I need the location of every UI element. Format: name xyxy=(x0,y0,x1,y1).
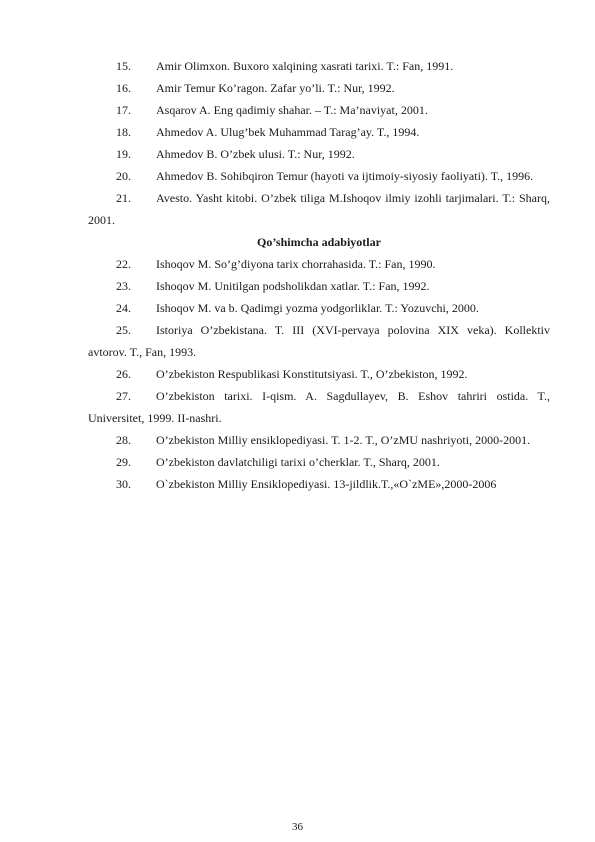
bibliography-entry xyxy=(88,473,550,495)
entry-number: 27. xyxy=(116,389,131,403)
entry-number: 19. xyxy=(116,147,131,161)
entry-number: 28. xyxy=(116,433,131,447)
bibliography-entry xyxy=(88,319,550,363)
entry-text: O’zbekiston tarixi. I-qism. A. Sagdullayev, B. Eshov tahriri ostida. T., Universitet, 1999. II-nashri. xyxy=(88,389,550,425)
bibliography-entry xyxy=(88,55,550,77)
entry-text: O’zbekiston Milliy ensiklopediyasi. T. 1-2. T., O’zMU nashriyoti, 2000-2001. xyxy=(156,433,531,447)
entry-text: Ishoqov M. Unitilgan podsholikdan xatlar. T.: Fan, 1992. xyxy=(156,279,430,293)
entry-text: O’zbekiston Respublikasi Konstitutsiyasi. T., O’zbekiston, 1992. xyxy=(156,367,468,381)
entry-number: 30. xyxy=(116,477,131,491)
entry-text: Ishoqov M. So’g’diyona tarix chorrahasida. T.: Fan, 1990. xyxy=(156,257,436,271)
bibliography-entry xyxy=(88,385,550,429)
bibliography-entry xyxy=(88,143,550,165)
entry-text: Istoriya O’zbekistana. T. III (XVI-pervaya polovina XIX veka). Kollektiv avtorov. T., Fan, 1993. xyxy=(88,323,550,359)
bibliography-entry xyxy=(88,99,550,121)
entry-number: 21. xyxy=(116,191,131,205)
additional-literature-list xyxy=(88,253,550,495)
entry-text: Ahmedov B. O’zbek ulusi. T.: Nur, 1992. xyxy=(156,147,355,161)
bibliography-entry xyxy=(88,297,550,319)
entry-number: 24. xyxy=(116,301,131,315)
entry-number: 18. xyxy=(116,125,131,139)
entry-text: Asqarov A. Eng qadimiy shahar. – T.: Ma’naviyat, 2001. xyxy=(156,103,428,117)
entry-number: 29. xyxy=(116,455,131,469)
bibliography-entry xyxy=(88,77,550,99)
entry-number: 26. xyxy=(116,367,131,381)
bibliography-content xyxy=(88,55,550,495)
entry-text: Amir Olimxon. Buxoro xalqining xasrati tarixi. T.: Fan, 1991. xyxy=(156,59,454,73)
bibliography-entry xyxy=(88,363,550,385)
entry-number: 16. xyxy=(116,81,131,95)
entry-text: Ahmedov A. Ulug’bek Muhammad Tarag’ay. T., 1994. xyxy=(156,125,420,139)
bibliography-entry xyxy=(88,275,550,297)
bibliography-entry xyxy=(88,187,550,231)
entry-text: O’zbekiston davlatchiligi tarixi o’cherklar. T., Sharq, 2001. xyxy=(156,455,440,469)
bibliography-entry xyxy=(88,165,550,187)
section-heading: Qo’shimcha adabiyotlar xyxy=(257,235,381,249)
page-number: 36 xyxy=(292,821,303,833)
main-literature-list xyxy=(88,55,550,231)
entry-text: Ahmedov B. Sohibqiron Temur (hayoti va ijtimoiy-siyosiy faoliyati). T., 1996. xyxy=(156,169,534,183)
entry-number: 15. xyxy=(116,59,131,73)
entry-number: 25. xyxy=(116,323,131,337)
bibliography-entry xyxy=(88,121,550,143)
bibliography-entry xyxy=(88,451,550,473)
entry-text: Avesto. Yasht kitobi. O’zbek tiliga M.Ishoqov ilmiy izohli tarjimalari. T.: Sharq, 2001. xyxy=(88,191,550,227)
bibliography-entry xyxy=(88,429,550,451)
entry-number: 17. xyxy=(116,103,131,117)
bibliography-entry xyxy=(88,253,550,275)
entry-text: Ishoqov M. va b. Qadimgi yozma yodgorliklar. T.: Yozuvchi, 2000. xyxy=(156,301,479,315)
entry-number: 22. xyxy=(116,257,131,271)
entry-text: O`zbekiston Milliy Ensiklopediyasi. 13-jildlik.T.,«O`zME»,2000-2006 xyxy=(156,477,497,491)
entry-number: 23. xyxy=(116,279,131,293)
entry-number: 20. xyxy=(116,169,131,183)
entry-text: Amir Temur Ko’ragon. Zafar yo’li. T.: Nur, 1992. xyxy=(156,81,395,95)
